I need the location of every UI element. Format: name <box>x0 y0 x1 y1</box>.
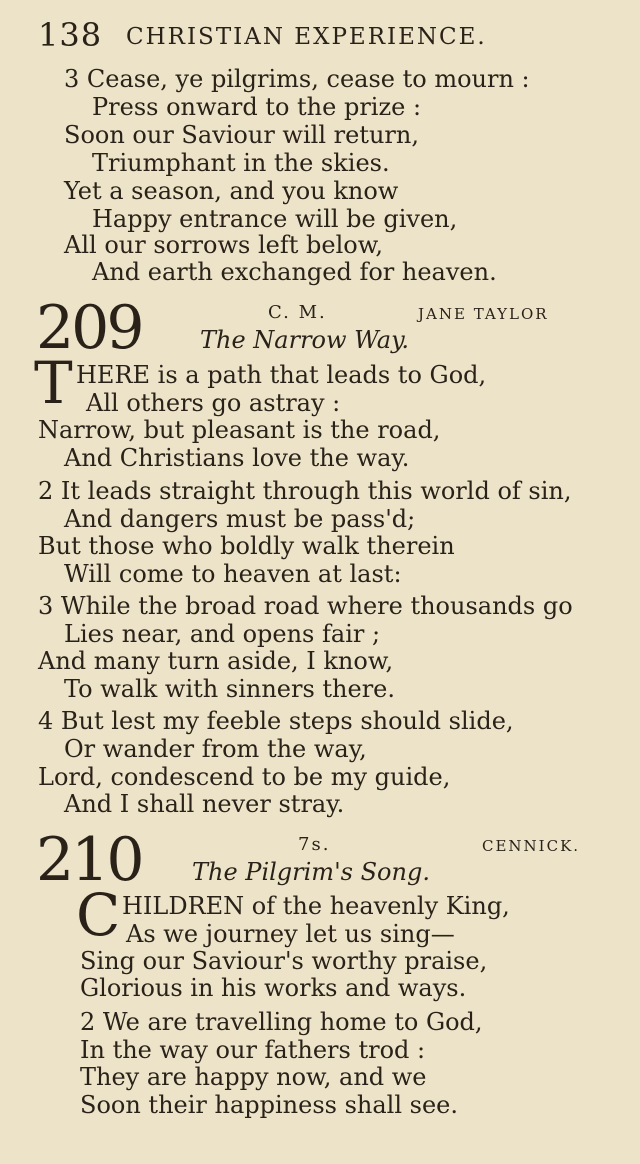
verse-line: As we journey let us sing— <box>126 920 455 948</box>
verse-line: And I shall never stray. <box>64 790 345 818</box>
verse-line: In the way our fathers trod : <box>80 1036 426 1064</box>
verse-line: 3 While the broad road where thousands go <box>38 592 573 620</box>
hymn-title: The Pilgrim's Song. <box>192 858 430 886</box>
verse-line: 3 Cease, ye pilgrims, cease to mourn : <box>64 65 530 93</box>
verse-line: 2 It leads straight through this world of sin, <box>38 477 572 505</box>
verse-line: Glorious in his works and ways. <box>80 974 467 1002</box>
hymn-author: CENNICK. <box>482 837 581 855</box>
drop-cap: T <box>34 349 73 417</box>
hymn-meter: 7s. <box>298 834 331 855</box>
drop-cap: C <box>76 881 121 949</box>
hymn-number: 209 <box>36 293 142 363</box>
verse-line: And Christians love the way. <box>64 444 410 472</box>
verse-line: Will come to heaven at last: <box>64 560 402 588</box>
verse-line: Happy entrance will be given, <box>92 205 458 233</box>
verse-line: Triumphant in the skies. <box>92 149 390 177</box>
verse-line: Lord, condescend to be my guide, <box>38 763 451 791</box>
verse-line: HILDREN of the heavenly King, <box>122 892 510 920</box>
verse-line: Sing our Saviour's worthy praise, <box>80 947 488 975</box>
hymn-author: JANE TAYLOR <box>418 305 549 323</box>
verse-line: And earth exchanged for heaven. <box>92 258 497 286</box>
verse-line: All our sorrows left below, <box>64 231 384 259</box>
verse-line: 2 We are travelling home to God, <box>80 1008 483 1036</box>
verse-line: And many turn aside, I know, <box>38 647 394 675</box>
verse-line: Press onward to the prize : <box>92 93 422 121</box>
running-title: CHRISTIAN EXPERIENCE. <box>126 24 487 50</box>
hymn-meter: C. M. <box>268 302 327 323</box>
hymn-title: The Narrow Way. <box>200 326 410 354</box>
verse-line: But those who boldly walk therein <box>38 532 455 560</box>
page-number: 138 <box>38 16 103 54</box>
verse-line: And dangers must be pass'd; <box>64 505 416 533</box>
verse-line: Narrow, but pleasant is the road, <box>38 416 441 444</box>
verse-line: All others go astray : <box>86 389 341 417</box>
verse-line: They are happy now, and we <box>80 1063 427 1091</box>
verse-line: Yet a season, and you know <box>64 177 399 205</box>
verse-line: Soon our Saviour will return, <box>64 121 419 149</box>
verse-line: HERE is a path that leads to God, <box>76 361 487 389</box>
verse-line: Lies near, and opens fair ; <box>64 620 381 648</box>
verse-line: 4 But lest my feeble steps should slide, <box>38 707 514 735</box>
verse-line: Or wander from the way, <box>64 735 367 763</box>
verse-line: Soon their happiness shall see. <box>80 1091 459 1119</box>
verse-line: To walk with sinners there. <box>64 675 396 703</box>
hymn-number: 210 <box>36 825 142 895</box>
page-header <box>38 16 600 56</box>
